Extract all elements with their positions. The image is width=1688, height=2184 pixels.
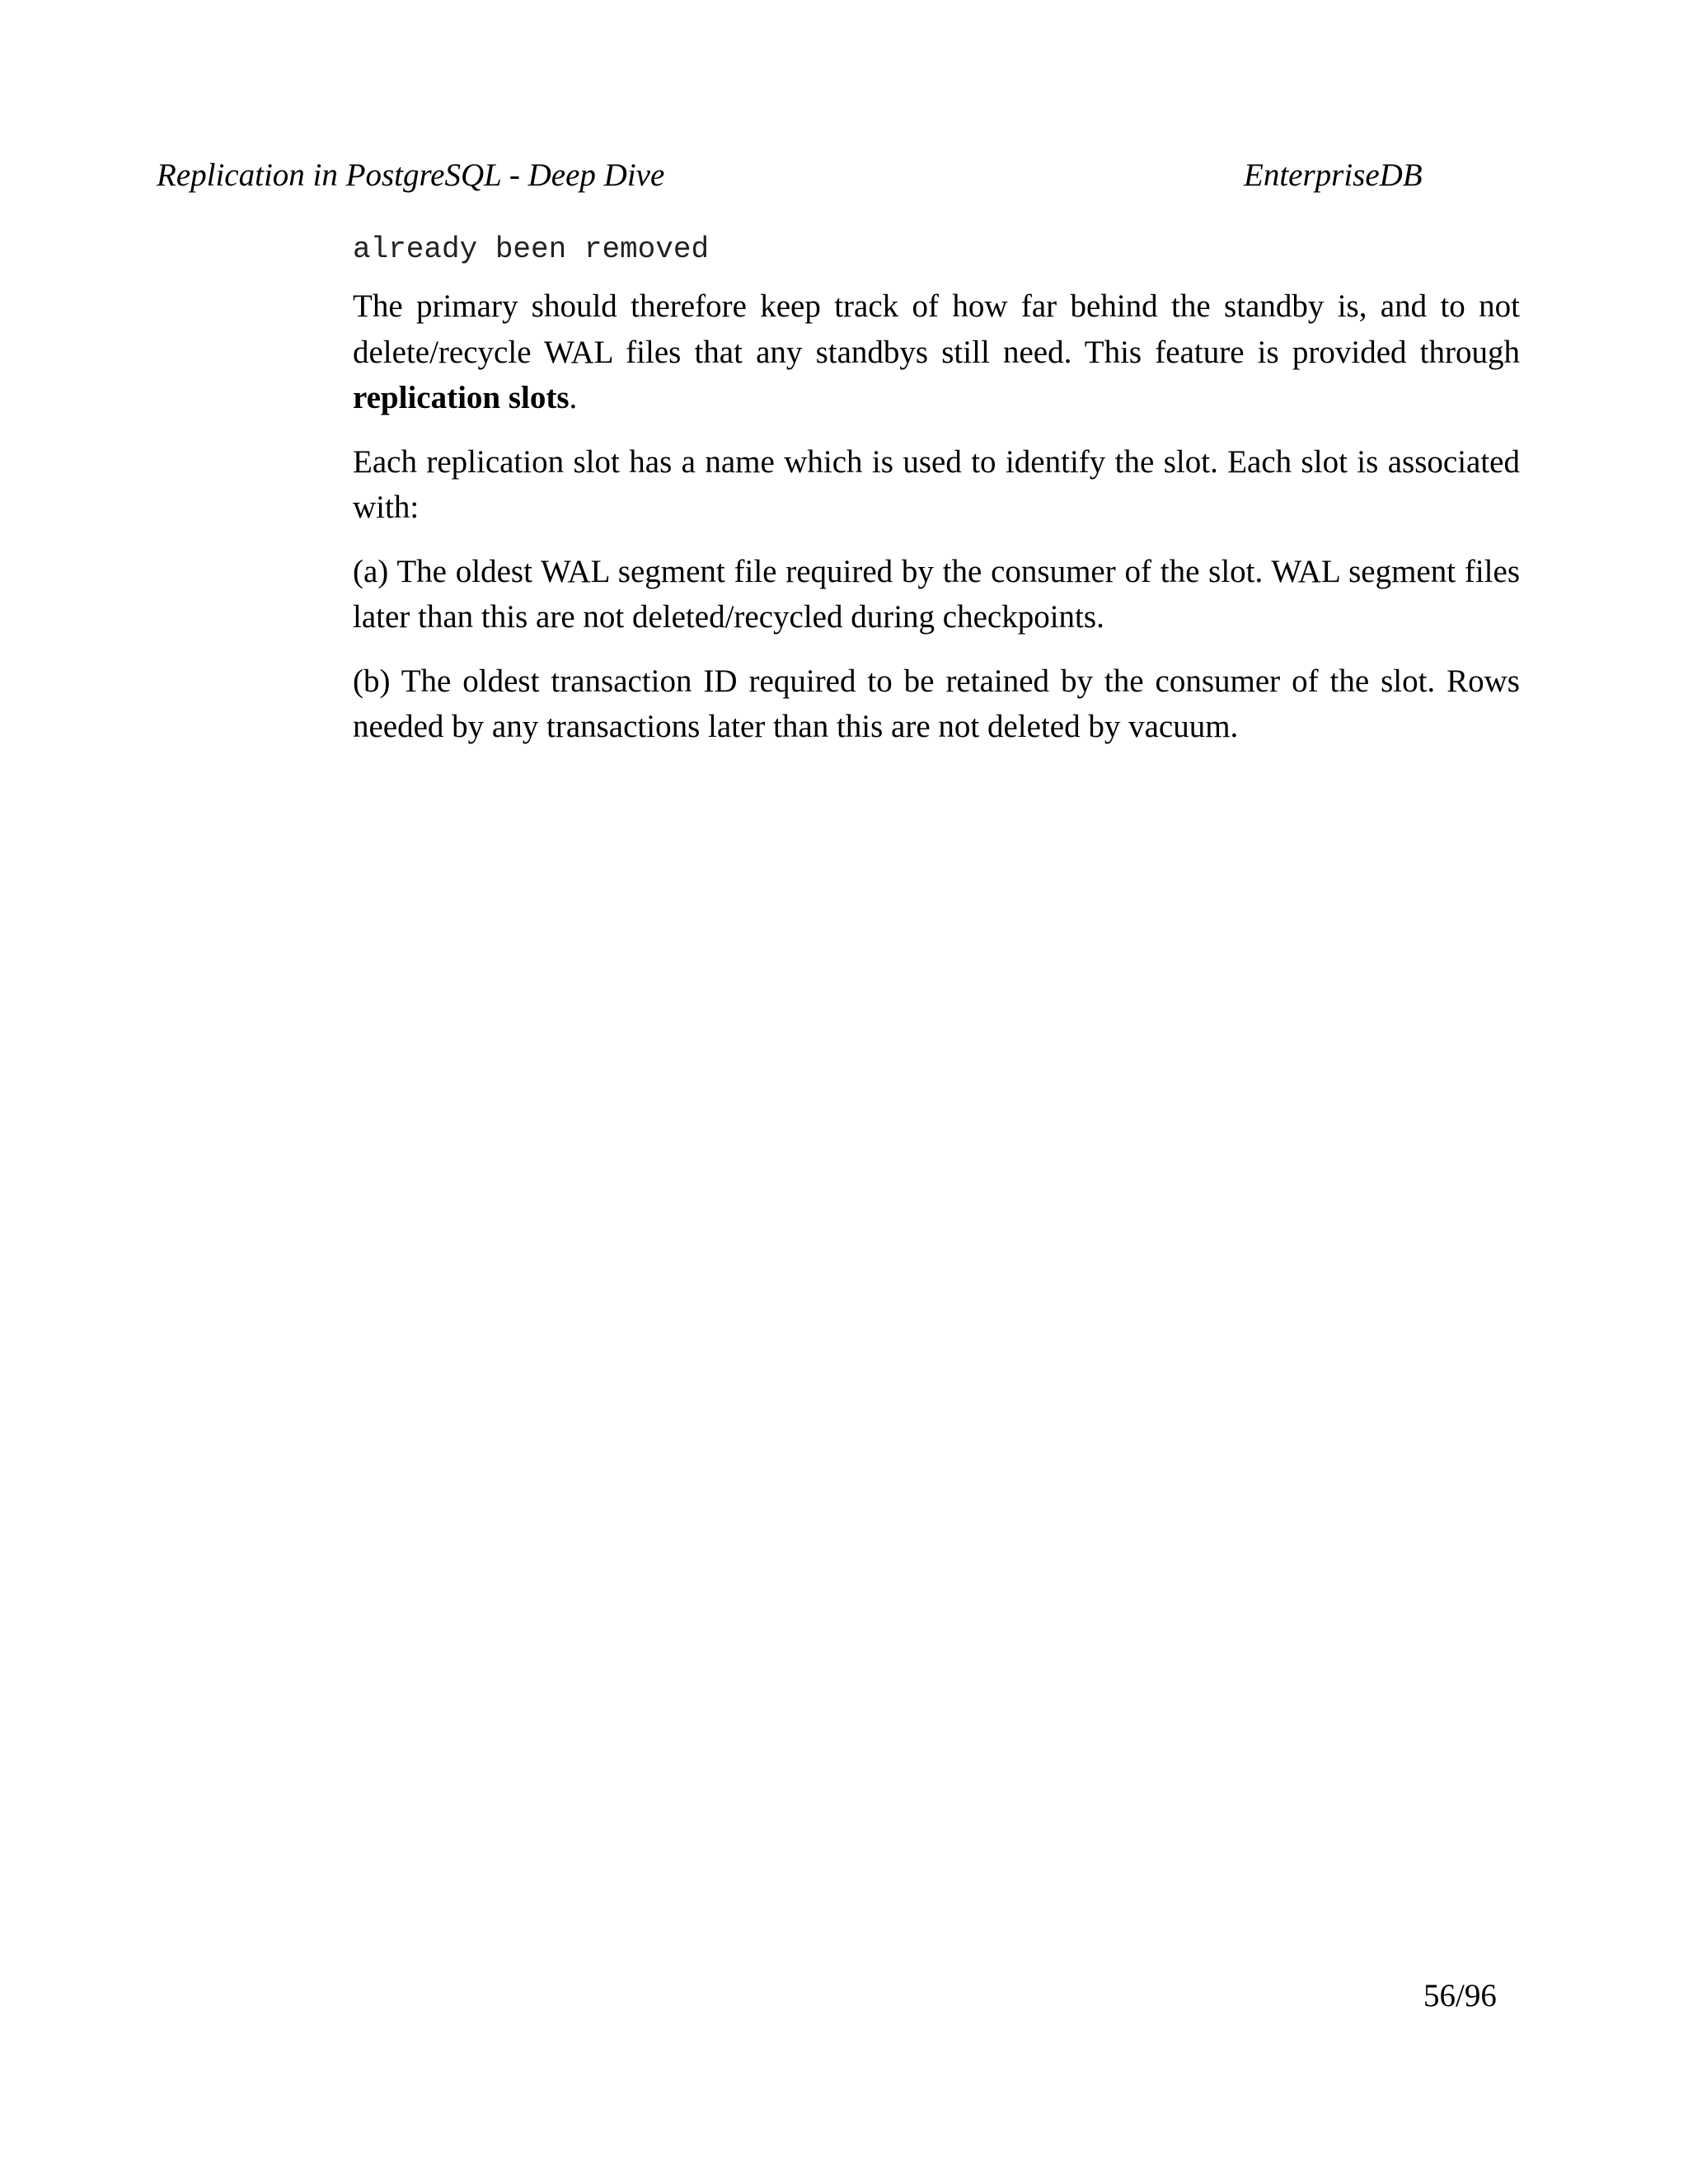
- paragraph-slot-name: Each replication slot has a name which is used to identify the slot. Each slot is associated with:: [353, 443, 1520, 525]
- page-content: [353, 227, 1520, 768]
- running-header-organization: EnterpriseDB: [1244, 157, 1423, 193]
- paragraph-item-b: (b) The oldest transaction ID required to be retained by the consumer of the slot. Rows needed by any transactions later than this are not deleted by vacuum.: [353, 663, 1520, 744]
- bold-term-replication-slots: replication slots: [353, 380, 570, 415]
- paragraph-end-punctuation: .: [569, 380, 578, 415]
- code-fragment: already been removed: [353, 232, 710, 266]
- page-number: 56/96: [1423, 1978, 1497, 2013]
- paragraph-replication-slots-intro: [353, 284, 1520, 421]
- paragraph-text: The primary should therefore keep track of how far behind the standby is, and to not delete/recycle WAL files that any standbys still need. This feature is provided through: [353, 288, 1520, 370]
- paragraph-item-a: (a) The oldest WAL segment file required by the consumer of the slot. WAL segment files later than this are not deleted/recycled during checkpoints.: [353, 553, 1520, 635]
- running-header-title: Replication in PostgreSQL - Deep Dive: [157, 157, 665, 193]
